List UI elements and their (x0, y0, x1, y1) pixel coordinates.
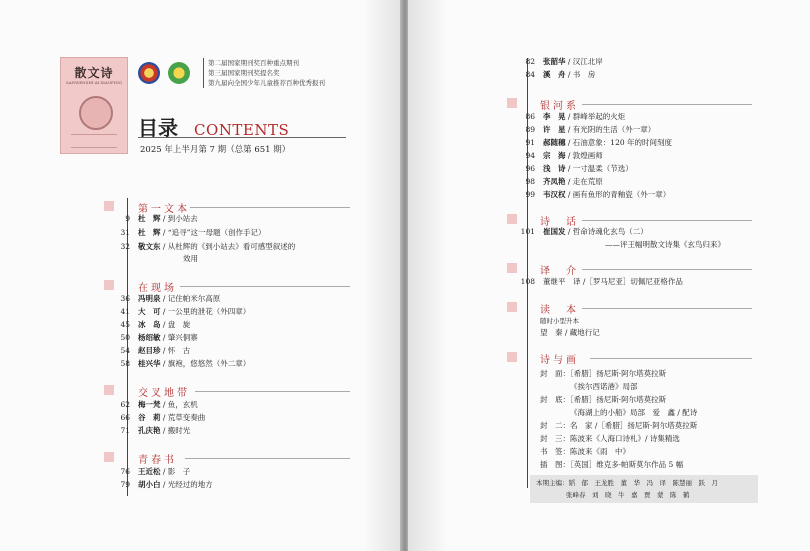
section-marker (507, 302, 517, 312)
toc-entry[interactable]: 9 杜 辉 / 到小站去 (125, 214, 198, 223)
section-rule (582, 104, 752, 105)
section-rule (582, 308, 752, 309)
toc-entry[interactable]: 62 梅一梵 / 鱼，玄机 (120, 400, 198, 409)
section-rule (190, 207, 350, 208)
section-title: 第一文本 (138, 204, 190, 215)
toc-entry[interactable]: 66 谷 莉 / 荒草变奏曲 (120, 413, 206, 422)
toc-entry[interactable]: 76 王近松 / 影 子 (120, 467, 191, 476)
toc-entry[interactable]: 50 杨绍敏 / 肇兴侗寨 (120, 333, 198, 342)
toc-entry[interactable]: 84 溪 舟 / 书 房 (525, 70, 596, 79)
section-marker (507, 352, 517, 362)
section-rule (180, 286, 350, 287)
toc-entry[interactable]: 96 浅 诗 / 一寸温柔（节选） (525, 164, 633, 173)
art-credit-line: 插 图：［英国］维克多·帕斯莫尔作品 5 幅 (540, 460, 684, 469)
award-line: 第二届国家期刊奖百种重点期刊 (208, 59, 299, 67)
cover-subtitle: SANWENSHI·AI·XIAOPING (65, 80, 123, 85)
toc-title-zh: 目录 (138, 116, 178, 140)
art-credit-line: 《挨尔西诺港》局部 (570, 382, 638, 391)
toc-entry[interactable]: 45 冰 岛 / 盘 旋 (120, 320, 191, 329)
toc-entry[interactable]: 效用 (183, 254, 198, 263)
art-credit-line: 封 底：［希腊］扬尼斯·阿尔塔莫拉斯 (540, 395, 667, 404)
toc-entry[interactable]: 58 桂兴华 / 旗袍，悠悠然（外二章） (120, 359, 251, 368)
section-marker (507, 263, 517, 273)
section-rule (590, 358, 752, 359)
issue-info: 2025 年上半月第 7 期（总第 651 期） (140, 145, 291, 155)
awards-list (203, 58, 325, 88)
toc-entry[interactable]: 94 宗 海 / 敦煌画师 (525, 151, 603, 160)
section-marker (507, 214, 517, 224)
section-title: 诗 话 (540, 217, 579, 228)
section-title: 银河系 (540, 101, 579, 112)
heading-rule (138, 137, 346, 138)
toc-entry[interactable]: 41 大 可 / 一公里的泄花（外四章） (120, 307, 251, 316)
art-credit-line: 《海湖上的小船》局部 爱 鑫 / 配诗 (570, 408, 698, 417)
section-marker (507, 98, 517, 108)
toc-entry[interactable]: 82 张韶华 / 汉江北岸 (525, 57, 603, 66)
section-marker (104, 201, 114, 211)
magazine-cover-thumbnail (60, 57, 128, 154)
section-rule (582, 269, 752, 270)
section-title: 诗与画 (540, 355, 579, 366)
editors-line: 张峰春 刘 晓 牛 嘉 贾 蒙 陈 鹤 (566, 491, 690, 499)
toc-entry-subtitle: ——评王幅明散文诗集《玄鸟归来》 (605, 240, 725, 249)
gutter-shadow (408, 0, 448, 551)
award-line: 第三届国家期刊奖提名奖 (208, 69, 280, 77)
section-title: 译 介 (540, 266, 579, 277)
toc-entry[interactable]: 108 董继平 译 /［罗马尼亚］切佩尼亚格作品 (520, 277, 683, 286)
toc-entry[interactable]: 99 韦汉权 / 画有鱼形的青釉瓷（外一章） (525, 190, 671, 199)
toc-entry[interactable]: 98 齐凤艳 / 走在荒原 (525, 177, 603, 186)
toc-entry[interactable]: 101 崔国发 / 哲命诗魂化玄鸟（二） (520, 227, 648, 236)
art-credit-line: 封 面：［希腊］扬尼斯·阿尔塔莫拉斯 (540, 369, 667, 378)
editors-credit-box (530, 475, 758, 503)
section-marker (104, 452, 114, 462)
toc-entry[interactable]: 79 胡小白 / 光经过的地方 (120, 480, 213, 489)
reader-note: 随时小型升本 (540, 317, 579, 325)
toc-entry[interactable]: 32 敬文东 / 从杜辉的《到小站去》看可感型叙述的 (120, 242, 296, 251)
toc-entry[interactable]: 89 许 星 / 有光阴的生活（外一章） (525, 125, 656, 134)
art-credit-line: 封 二：名 家 /［希腊］扬尼斯·阿尔塔莫拉斯 (540, 421, 698, 430)
section-marker (104, 385, 114, 395)
toc-entry[interactable]: 31 杜 辉 / “追寻”这一母题（创作手记） (120, 228, 266, 237)
cover-title: 散文诗 (74, 66, 114, 80)
section-title: 读 本 (540, 305, 579, 316)
section-title: 在现场 (138, 283, 177, 294)
cover-emblem (79, 96, 113, 130)
award-line: 第九届向全国少年儿童推荐百种优秀报刊 (208, 79, 325, 87)
toc-entry[interactable]: 望 秦 / 藏地行记 (540, 328, 600, 337)
toc-entry[interactable]: 71 孔庆艳 / 搬时光 (120, 426, 191, 435)
section-title: 青春书 (138, 455, 177, 466)
section-rule (195, 391, 350, 392)
art-credit-line: 封 三：陈波来《人海口诗札》/ 诗集精选 (540, 434, 680, 443)
award-logo-icon (168, 62, 190, 84)
toc-entry[interactable]: 54 赵目珍 / 怀 古 (120, 346, 191, 355)
cover-decoration (71, 134, 117, 148)
section-rule (185, 458, 350, 459)
award-logo-icon (138, 62, 160, 84)
art-credit-line: 书 签：陈波来《雨 中》 (540, 447, 630, 456)
gutter-shadow (363, 0, 403, 551)
section-rule (582, 220, 752, 221)
column-rule (527, 58, 528, 488)
toc-title-en: CONTENTS (194, 121, 290, 139)
left-page (0, 0, 403, 551)
toc-entry[interactable]: 86 李 晃 / 群峰举起的火炬 (525, 112, 626, 121)
editors-line: 本期主编：韬 郁 王龙胜 董 华 冯 译 陈慧丽 跃 月 (536, 479, 718, 487)
section-title: 交叉地带 (138, 388, 190, 399)
toc-entry[interactable]: 36 冯明泉 / 记住帕米尔高原 (120, 294, 221, 303)
section-marker (104, 280, 114, 290)
toc-entry[interactable]: 91 郝随穗 / 石油意象：120 年的时间刻度 (525, 138, 672, 147)
